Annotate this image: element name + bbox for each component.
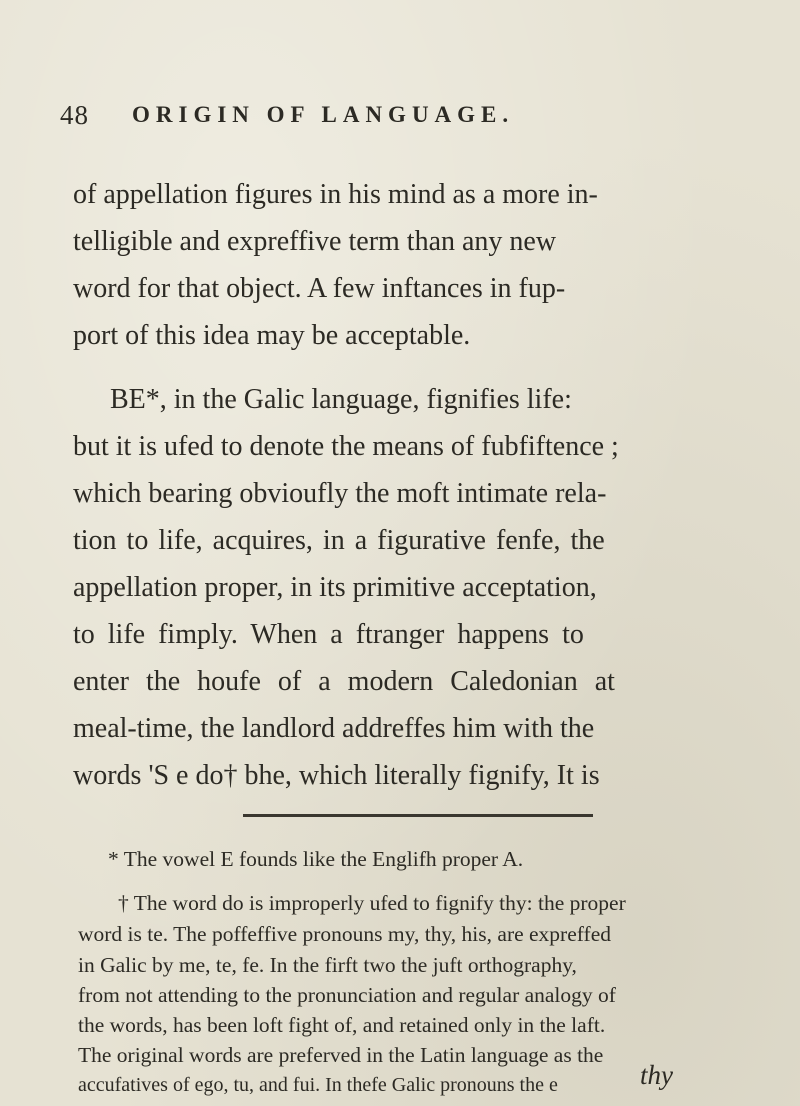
text-line: telligible and expreffive term than any new (73, 226, 557, 257)
footnote-line: * The vowel E founds like the Englifh proper A. (108, 847, 524, 871)
text-line: BE*, in the Galic language, fignifies life: (110, 384, 572, 415)
running-head: ORIGIN OF LANGUAGE. (132, 102, 515, 127)
footnote-line: accufatives of ego, tu, and fui. In thefe Galic pronouns the e (78, 1074, 558, 1096)
footnote-line: the words, has been loft fight of, and retained only in the laft. (78, 1013, 606, 1037)
text-line: to life fimply. When a ftranger happens to (73, 619, 584, 650)
text-line: port of this idea may be acceptable. (73, 320, 471, 351)
text-line: but it is ufed to denote the means of fubfiftence ; (73, 431, 619, 462)
footnote-rule (243, 814, 593, 817)
text-line: meal-time, the landlord addreffes him with the (73, 713, 595, 744)
text-line: appellation proper, in its primitive acceptation, (73, 572, 597, 603)
text-line: which bearing obvioufly the moft intimate rela- (73, 478, 607, 509)
footnote-line: word is te. The poffeffive pronouns my, thy, his, are expreffed (78, 922, 611, 946)
text-line: tion to life, acquires, in a figurative fenfe, the (73, 525, 605, 556)
text-line: word for that object. A few inftances in fup- (73, 273, 566, 304)
page-number: 48 (60, 100, 89, 130)
footnote-line: The original words are preferved in the Latin language as the (78, 1043, 604, 1067)
footnote-line: in Galic by me, te, fe. In the firft two the juft orthography, (78, 953, 577, 977)
text-line: enter the houfe of a modern Caledonian at (73, 666, 615, 697)
page-header (60, 100, 760, 136)
text-line: of appellation figures in his mind as a more in- (73, 179, 598, 210)
footnote-line: † The word do is improperly ufed to fignify thy: the proper (118, 891, 626, 915)
footnote-line: from not attending to the pronunciation and regular analogy of (78, 983, 616, 1007)
catchword: thy (640, 1060, 673, 1090)
text-line: words 'S e do† bhe, which literally fignify, It is (73, 760, 600, 791)
